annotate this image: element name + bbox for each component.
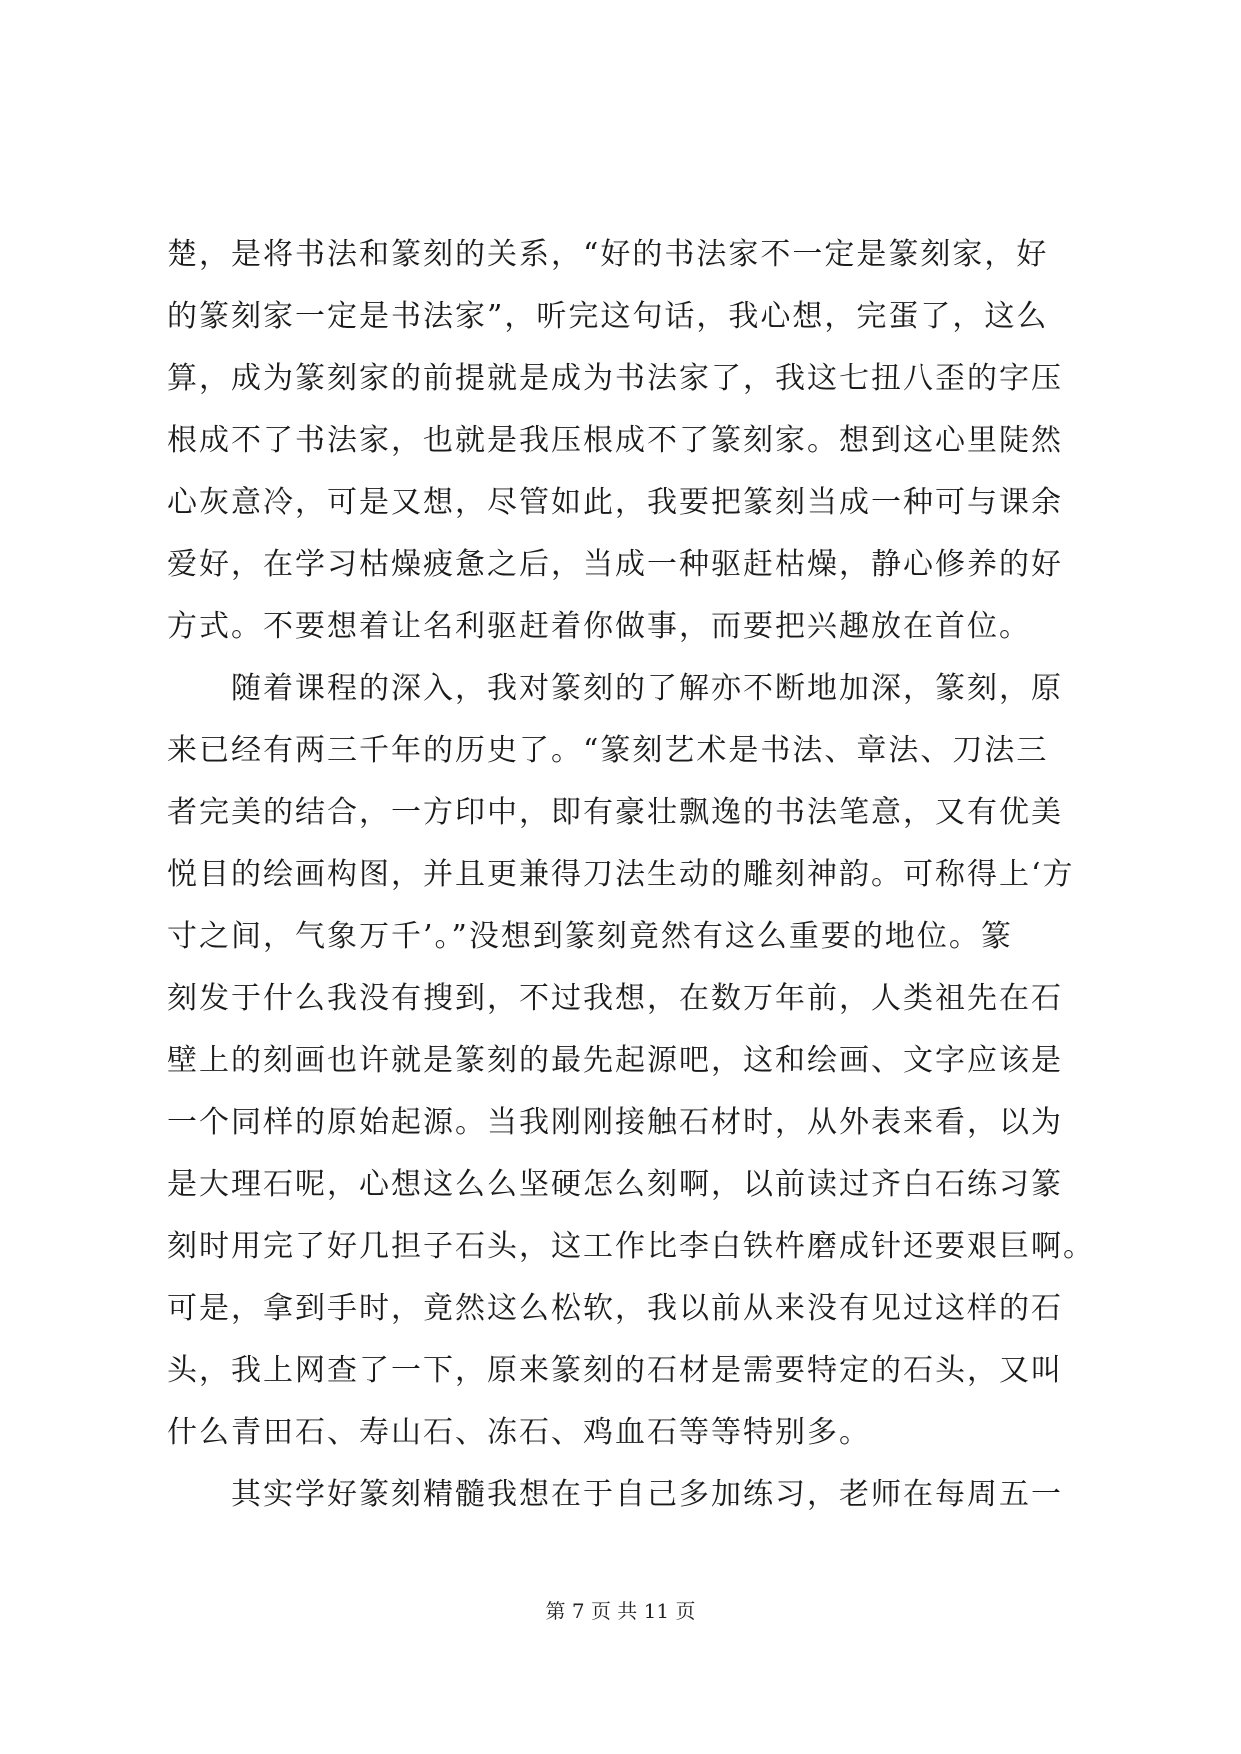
text-line: 刻发于什么我没有搜到，不过我想，在数万年前，人类祖先在石 bbox=[167, 981, 1063, 1016]
text-line: 方式。不要想着让名利驱赶着你做事，而要把兴趣放在首位。 bbox=[167, 609, 1031, 644]
text-line: 壁上的刻画也许就是篆刻的最先起源吧，这和绘画、文字应该是 bbox=[167, 1043, 1063, 1078]
paragraph-start-line: 其实学好篆刻精髓我想在于自己多加练习，老师在每周五一 bbox=[231, 1477, 1063, 1512]
text-line: 算，成为篆刻家的前提就是成为书法家了，我这七扭八歪的字压 bbox=[167, 361, 1063, 396]
text-line: 的篆刻家一定是书法家”，听完这句话，我心想，完蛋了，这么 bbox=[167, 299, 1049, 334]
text-line: 什么青田石、寿山石、冻石、鸡血石等等特别多。 bbox=[167, 1415, 871, 1450]
text-line: 寸之间，气象万千’。”没想到篆刻竟然有这么重要的地位。篆 bbox=[167, 919, 1013, 954]
text-line: 刻时用完了好几担子石头，这工作比李白铁杵磨成针还要艰巨啊。 bbox=[167, 1229, 1095, 1264]
page-footer bbox=[0, 1597, 1241, 1625]
paragraph-start-line: 随着课程的深入，我对篆刻的了解亦不断地加深，篆刻，原 bbox=[231, 671, 1063, 706]
text-line: 一个同样的原始起源。当我刚刚接触石材时，从外表来看，以为 bbox=[167, 1105, 1063, 1140]
text-line: 头，我上网查了一下，原来篆刻的石材是需要特定的石头，又叫 bbox=[167, 1353, 1063, 1388]
text-line: 楚，是将书法和篆刻的关系，“好的书法家不一定是篆刻家，好 bbox=[167, 237, 1049, 272]
text-line: 可是，拿到手时，竟然这么松软，我以前从来没有见过这样的石 bbox=[167, 1291, 1063, 1326]
text-line: 根成不了书法家，也就是我压根成不了篆刻家。想到这心里陡然 bbox=[167, 423, 1063, 458]
text-line: 心灰意冷，可是又想，尽管如此，我要把篆刻当成一种可与课余 bbox=[167, 485, 1063, 520]
text-line: 来已经有两三千年的历史了。“篆刻艺术是书法、章法、刀法三 bbox=[167, 733, 1049, 768]
text-line: 爱好，在学习枯燥疲惫之后，当成一种驱赶枯燥，静心修养的好 bbox=[167, 547, 1063, 582]
page-number: 第 7 页 共 11 页 bbox=[545, 1599, 696, 1623]
body-text bbox=[167, 224, 1095, 1526]
text-line: 悦目的绘画构图，并且更兼得刀法生动的雕刻神韵。可称得上‘方 bbox=[167, 857, 1075, 892]
text-line: 是大理石呢，心想这么么坚硬怎么刻啊，以前读过齐白石练习篆 bbox=[167, 1167, 1063, 1202]
text-line: 者完美的结合，一方印中，即有豪壮飘逸的书法笔意，又有优美 bbox=[167, 795, 1063, 830]
